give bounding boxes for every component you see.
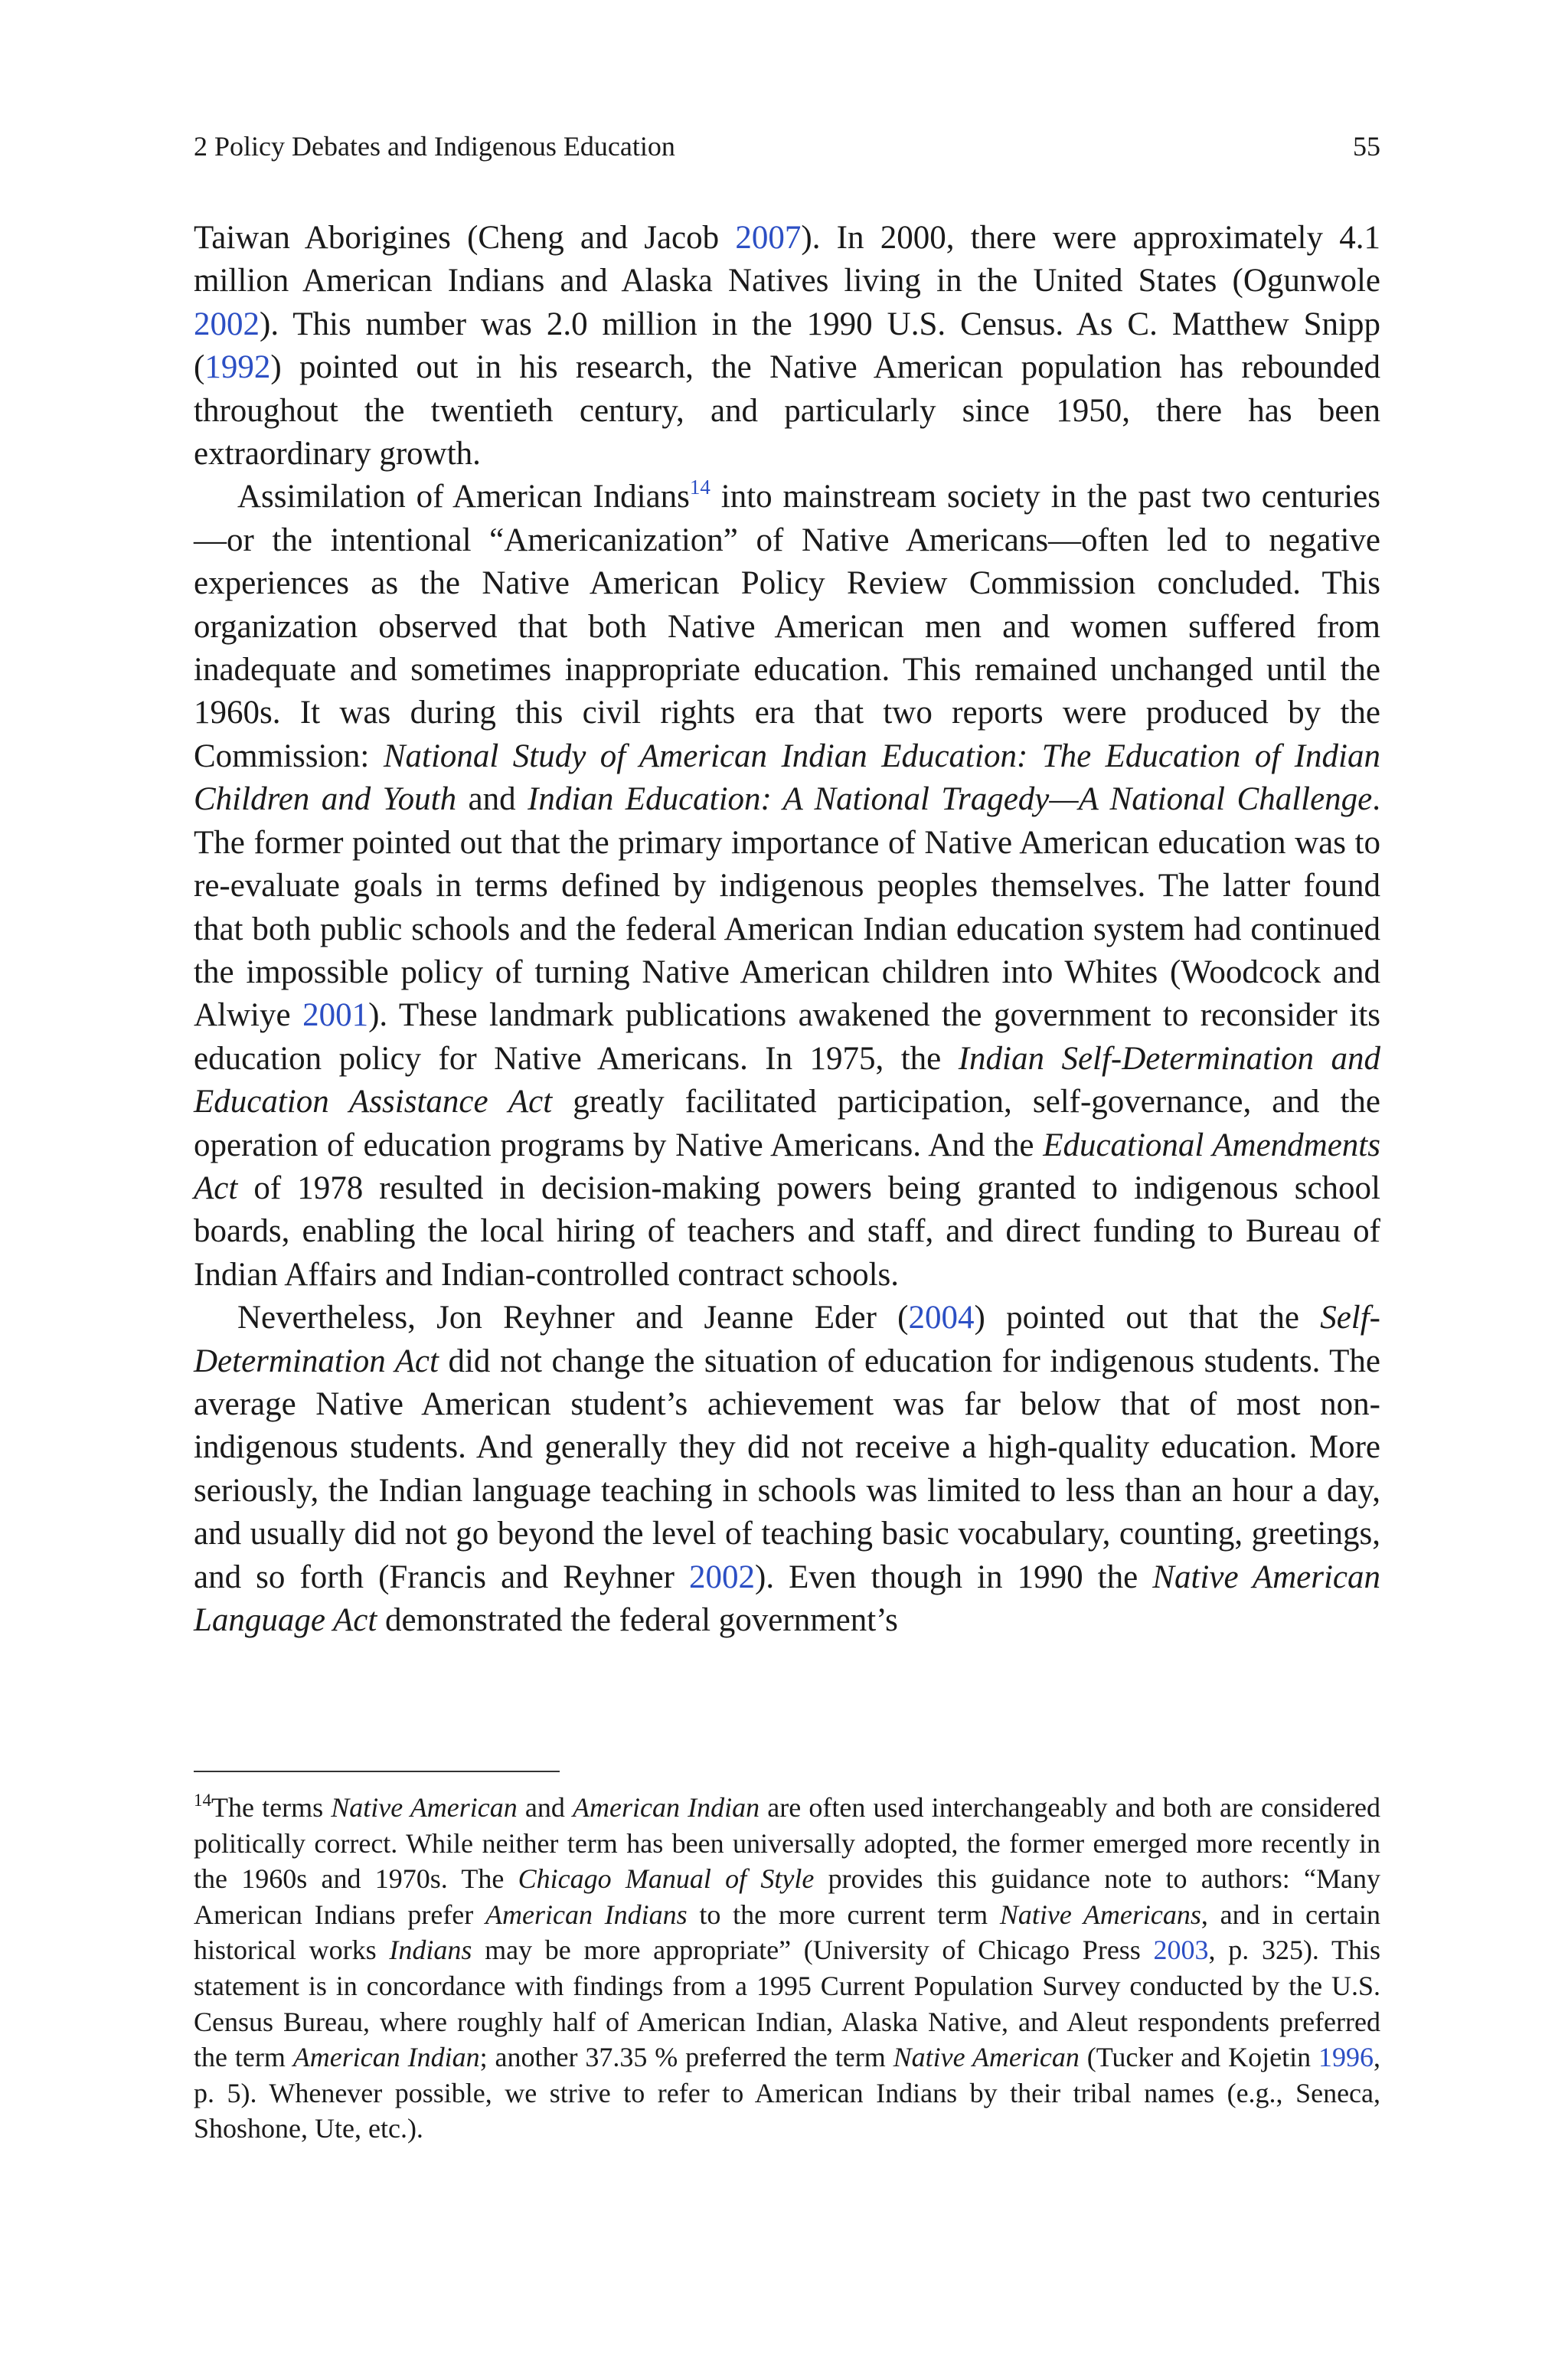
report-title: National Study of American Indian Education: The Education of Indian Children and Youth — [194, 738, 1380, 818]
text: demonstrated the federal government’s — [377, 1602, 898, 1638]
text: to the more current term — [687, 1899, 1000, 1930]
act-title: Educational Amendments Act — [194, 1127, 1380, 1206]
text: , p. 5). Whenever possible, we strive to refer to American Indians by their tribal names (e.g., Seneca, Shoshone, Ute, etc.). — [194, 2042, 1381, 2144]
text: Nevertheless, Jon Reyhner and Jeanne Eder ( — [237, 1300, 909, 1336]
text: , p. 325). This statement is in concordance with findings from a 1995 Current Population Survey conducted by the U.S. Census Bureau, where roughly half of American Indian, Alaska Native, and Aleut respondents preferred the term — [194, 1935, 1380, 2073]
citation-link[interactable]: 2004 — [908, 1300, 975, 1336]
citation-link[interactable]: 2001 — [302, 997, 369, 1034]
text: ) pointed out in his research, the Native American population has rebounded throughout the twentieth century, and particularly since 1950, there has been extraordinary growth. — [194, 349, 1380, 473]
text: ). Even though in 1990 the — [755, 1559, 1153, 1595]
text: and — [517, 1792, 573, 1823]
text: ). In 2000, there were approximately 4.1 million American Indians and Alaska Natives living in the United States (Ogunwole — [194, 220, 1380, 299]
term: American Indians — [485, 1899, 688, 1930]
paragraph-2 — [194, 476, 1380, 1297]
citation-link[interactable]: 2003 — [1153, 1935, 1209, 1966]
text: ) pointed out that the — [974, 1300, 1321, 1336]
term: Native American — [893, 2042, 1080, 2073]
text: The terms — [211, 1792, 332, 1823]
text: , and in certain historical works — [194, 1899, 1380, 1966]
book-title: Chicago Manual of Style — [518, 1863, 815, 1895]
citation-link[interactable]: 1992 — [204, 349, 271, 386]
footnote-divider — [194, 1771, 560, 1772]
citation-link[interactable]: 2007 — [735, 220, 802, 256]
report-title: Indian Education: A National Tragedy—A National Challenge — [528, 781, 1373, 818]
text: . The former pointed out that the primary importance of Native American education was to re-evaluate goals in terms defined by indigenous peoples themselves. The latter found that both public schools and the federal American Indian education system had continued the impossible policy of turning Native American children into Whites (Woodcock and Alwiye — [194, 781, 1381, 1034]
text: into mainstream society in the past two centuries—or the intentional “Americanization” of Native Americans—often led to negative experiences as the Native American Policy Review Commission concluded. This organization observed that both Native American men and women suffered from inadequate and sometimes inappropriate education. This remained unchanged until the 1960s. It was during this civil rights era that two reports were produced by the Commission: — [194, 479, 1380, 774]
citation-link[interactable]: 2002 — [689, 1559, 755, 1595]
footnote-ref-link[interactable]: 14 — [689, 476, 710, 499]
footnote — [194, 1790, 1380, 2147]
text: may be more appropriate” (University of Chicago Press — [472, 1935, 1154, 1966]
text: provides this guidance note to authors: “Many American Indians prefer — [194, 1863, 1381, 1930]
term: Indians — [389, 1935, 472, 1966]
text: greatly facilitated participation, self-governance, and the operation of education programs by Native Americans. And the — [194, 1084, 1380, 1163]
page-number: 55 — [1353, 131, 1380, 162]
text: Taiwan Aborigines (Cheng and Jacob — [194, 220, 736, 256]
text: Assimilation of American Indians — [237, 479, 690, 515]
citation-link[interactable]: 2002 — [194, 306, 260, 342]
paragraph-1 — [194, 217, 1380, 476]
text: did not change the situation of education for indigenous students. The average Native American student’s achievement was far below that of most non-indigenous students. And generally they did not receive a high-quality education. More seriously, the Indian language teaching in schools was limited to less than an hour a day, and usually did not go beyond the level of teaching basic vocabulary, counting, greetings, and so forth (Francis and Reyhner — [194, 1343, 1380, 1595]
text: and — [456, 781, 528, 818]
paragraph-3 — [194, 1297, 1380, 1642]
term: American Indian — [292, 2042, 480, 2073]
running-head — [194, 127, 1380, 165]
chapter-title: 2 Policy Debates and Indigenous Education — [194, 131, 675, 162]
text: ). These landmark publications awakened the government to reconsider its education policy for Native Americans. In 1975, the — [194, 997, 1380, 1077]
text: of 1978 resulted in decision-making powers being granted to indigenous school boards, enabling the local hiring of teachers and staff, and direct funding to Bureau of Indian Affairs and Indian-controlled contract schools. — [194, 1169, 1380, 1293]
text: ; another 37.35 % preferred the term — [479, 2042, 893, 2073]
body-text — [194, 217, 1380, 1642]
text: are often used interchangeably and both are considered politically correct. While neither term has been universally adopted, the former emerged more recently in the 1960s and 1970s. The — [194, 1792, 1381, 1895]
text: (Tucker and Kojetin — [1079, 2042, 1319, 2073]
act-title: Native American Language Act — [194, 1559, 1380, 1638]
text: ). This number was 2.0 million in the 1990 U.S. Census. As C. Matthew Snipp ( — [194, 306, 1380, 386]
term: Native Americans — [999, 1899, 1201, 1930]
act-title: Indian Self-Determination and Education Assistance Act — [194, 1040, 1380, 1120]
term: American Indian — [573, 1792, 760, 1823]
citation-link[interactable]: 1996 — [1318, 2042, 1374, 2073]
footnote-number: 14 — [194, 1791, 211, 1810]
term: Native American — [331, 1792, 518, 1823]
act-title: Self-Determination Act — [194, 1300, 1381, 1379]
